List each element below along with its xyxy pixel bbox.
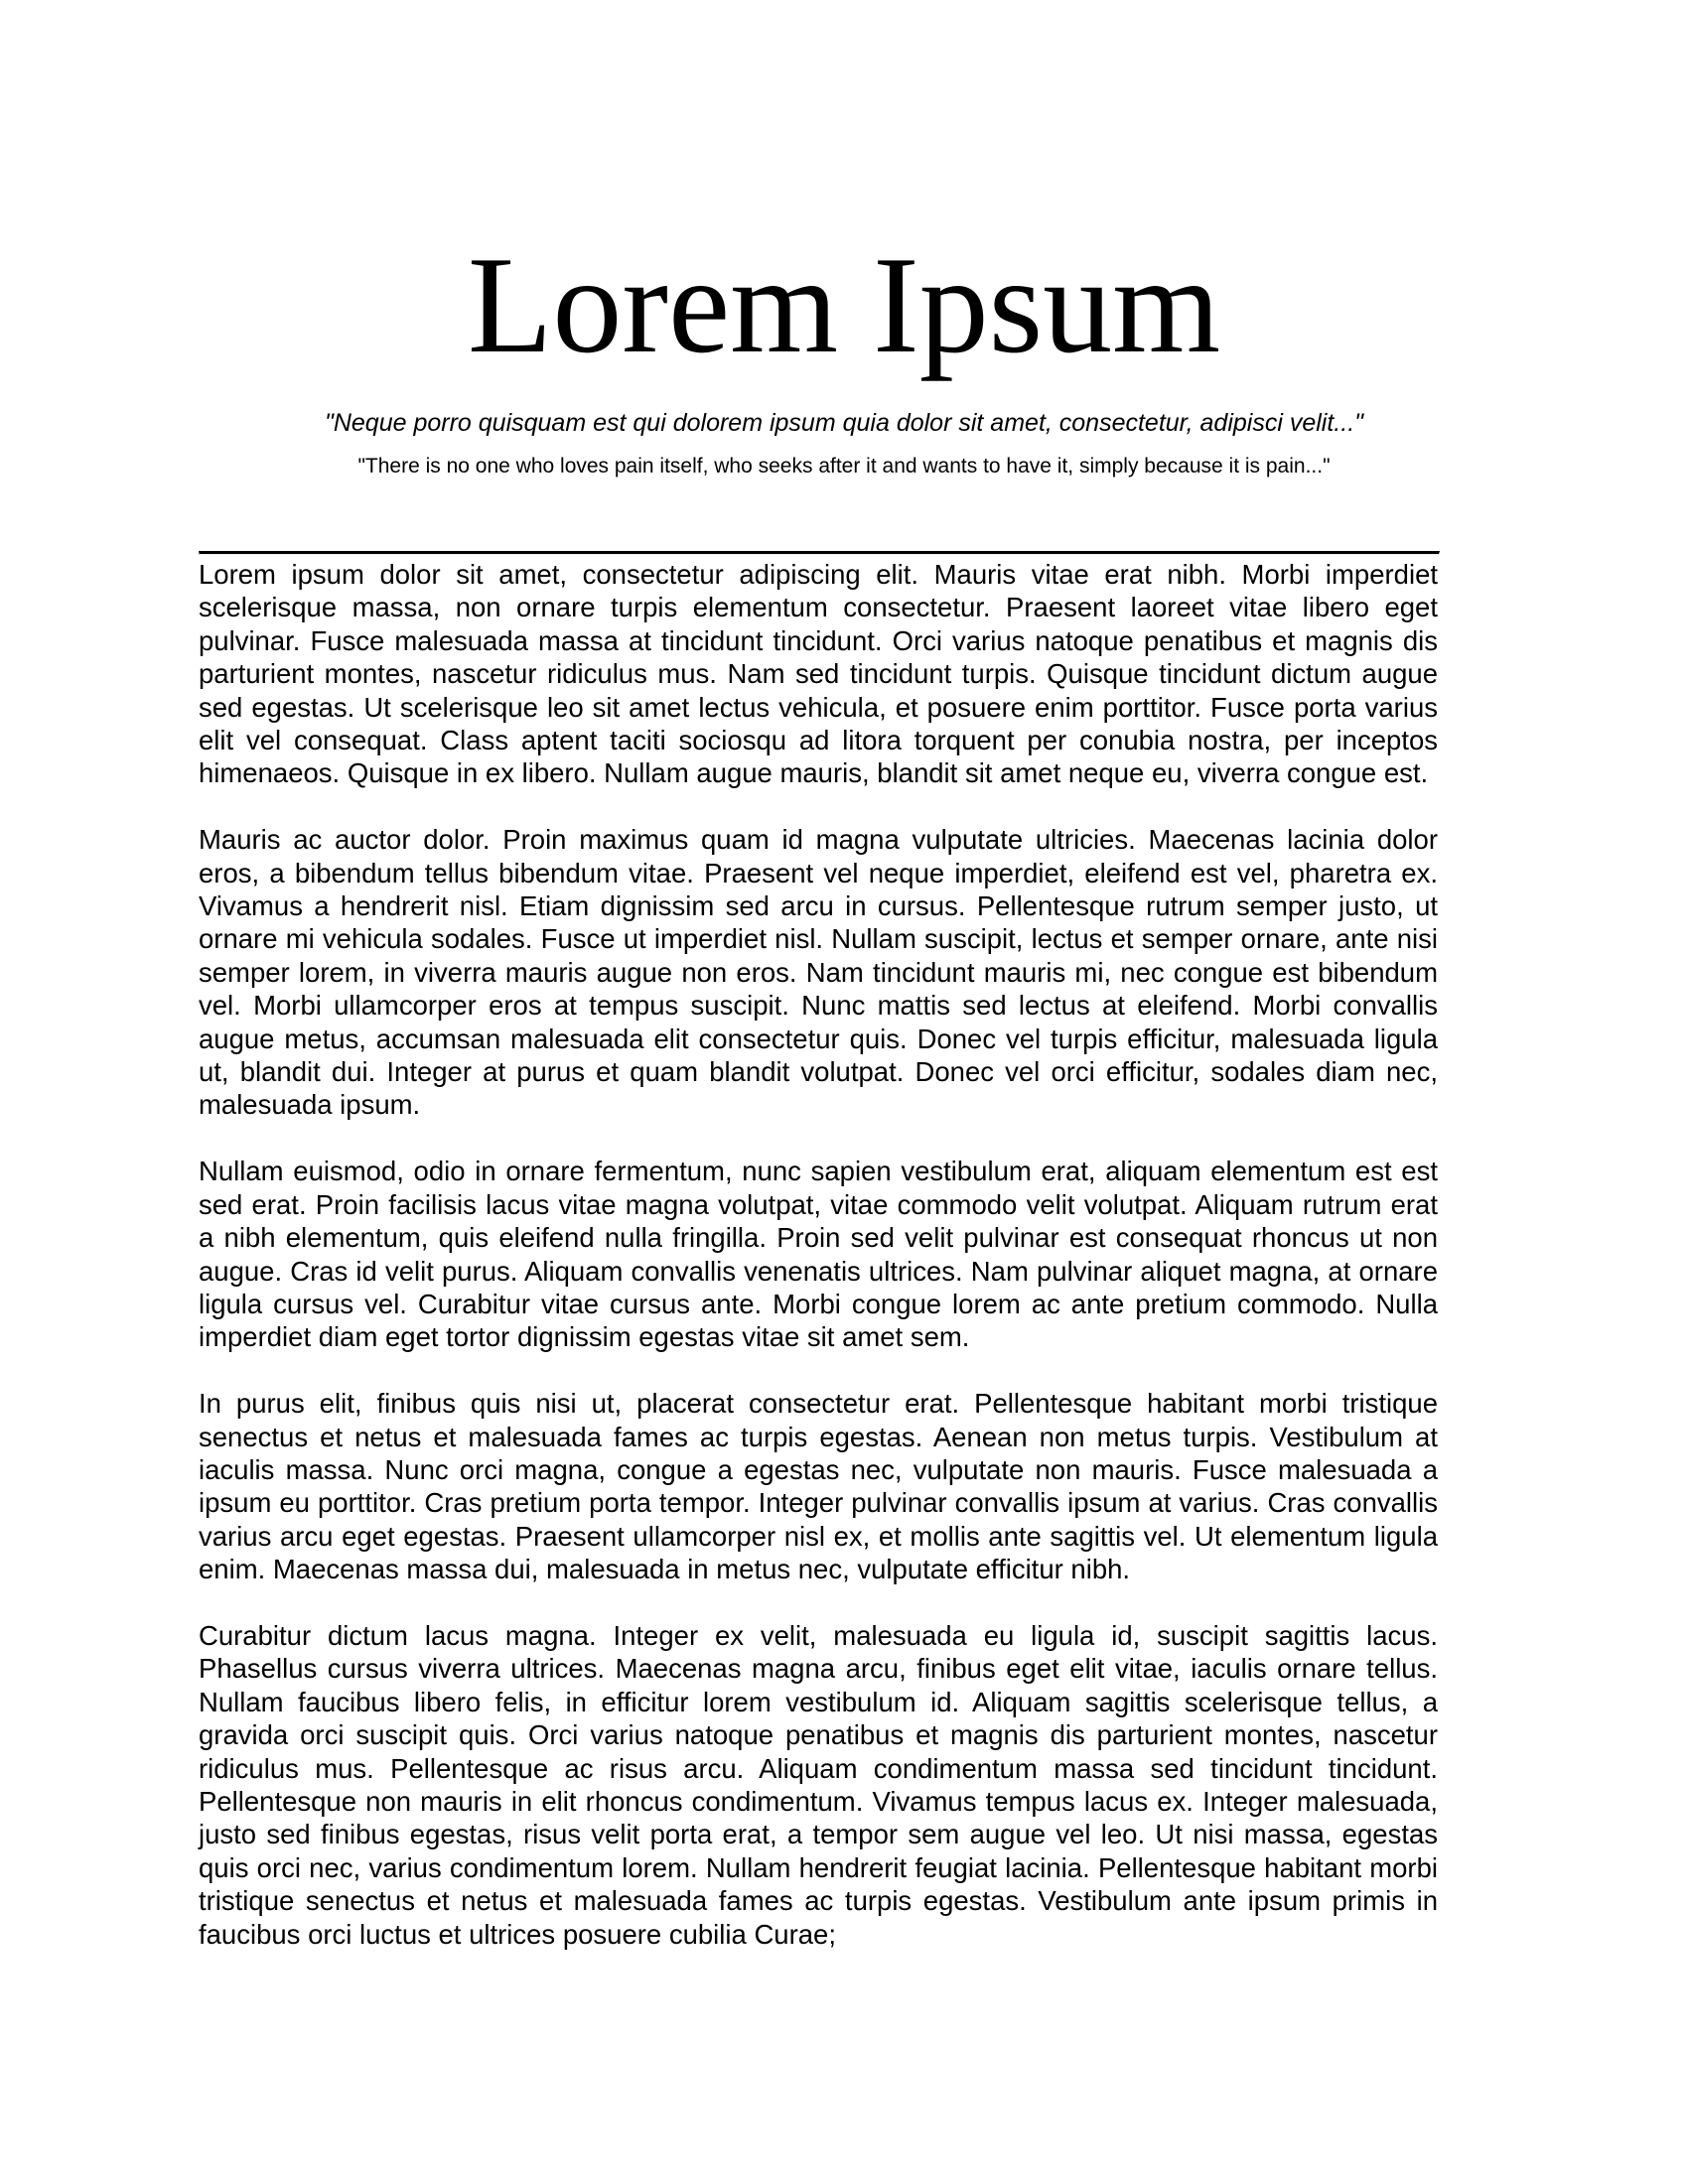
paragraph-3: Nullam euismod, odio in ornare fermentum, nunc sapien vestibulum erat, aliquam elementum est est sed erat. Proin facilisis lacus vitae magna volutpat, vitae commodo velit volutpat. Aliquam rutrum erat a nibh elementum, quis eleifend nulla fringilla. Proin sed velit pulvinar est consequat rhoncus ut non augue. Cras id velit purus. Aliquam convallis venenatis ultrices. Nam pulvinar aliquet magna, at ornare ligula cursus vel. Curabitur vitae cursus ante. Morbi congue lorem ac ante pretium commodo. Nulla imperdiet diam eget tortor dignissim egestas vitae sit amet sem. <box>199 1156 1438 1353</box>
horizontal-divider <box>199 551 1440 555</box>
latin-quote: "Neque porro quisquam est qui dolorem ipsum quia dolor sit amet, consectetur, adipisci velit..." <box>324 409 1364 437</box>
paragraph-4: In purus elit, finibus quis nisi ut, placerat consectetur erat. Pellentesque habitant morbi tristique senectus et netus et malesuada fames ac turpis egestas. Aenean non metus turpis. Vestibulum at iaculis massa. Nunc orci magna, congue a egestas nec, vulputate non mauris. Fusce malesuada a ipsum eu porttitor. Cras pretium porta tempor. Integer pulvinar convallis ipsum at varius. Cras convallis varius arcu eget egestas. Praesent ullamcorper nisl ex, et mollis ante sagittis vel. Ut elementum ligula enim. Maecenas massa dui, malesuada in metus nec, vulputate efficitur nibh. <box>199 1388 1438 1585</box>
paragraph-1: Lorem ipsum dolor sit amet, consectetur adipiscing elit. Mauris vitae erat nibh. Morbi imperdiet scelerisque massa, non ornare turpis elementum consectetur. Praesent laoreet vitae libero eget pulvinar. Fusce malesuada massa at tincidunt tincidunt. Orci varius natoque penatibus et magnis dis parturient montes, nascetur ridiculus mus. Nam sed tincidunt turpis. Quisque tincidunt dictum augue sed egestas. Ut scelerisque leo sit amet lectus vehicula, et posuere enim porttitor. Fusce porta varius elit vel consequat. Class aptent taciti sociosqu ad litora torquent per conubia nostra, per inceptos himenaeos. Quisque in ex libero. Nullam augue mauris, blandit sit amet neque eu, viverra congue est. <box>199 559 1438 789</box>
document-body <box>199 558 1438 1983</box>
paragraph-2: Mauris ac auctor dolor. Proin maximus quam id magna vulputate ultricies. Maecenas lacinia dolor eros, a bibendum tellus bibendum vitae. Praesent vel neque imperdiet, eleifend est vel, pharetra ex. Vivamus a hendrerit nisl. Etiam dignissim sed arcu in cursus. Pellentesque rutrum semper justo, ut ornare mi vehicula sodales. Fusce ut imperdiet nisl. Nullam suscipit, lectus et semper ornare, ante nisi semper lorem, in viverra mauris augue non eros. Nam tincidunt mauris mi, nec congue est bibendum vel. Morbi ullamcorper eros at tempus suscipit. Nunc mattis sed lectus at eleifend. Morbi convallis augue metus, accumsan malesuada elit consectetur quis. Donec vel turpis efficitur, malesuada ligula ut, blandit dui. Integer at purus et quam blandit volutpat. Donec vel orci efficitur, sodales diam nec, malesuada ipsum. <box>199 824 1438 1121</box>
document-title: Lorem Ipsum <box>467 228 1221 382</box>
english-quote: "There is no one who loves pain itself, who seeks after it and wants to have it, simply because it is pain..." <box>357 455 1331 478</box>
paragraph-5: Curabitur dictum lacus magna. Integer ex velit, malesuada eu ligula id, suscipit sagittis lacus. Phasellus cursus viverra ultrices. Maecenas magna arcu, finibus eget elit vitae, iaculis ornare tellus. Nullam faucibus libero felis, in efficitur lorem vestibulum id. Aliquam sagittis scelerisque tellus, a gravida orci suscipit quis. Orci varius natoque penatibus et magnis dis parturient montes, nascetur ridiculus mus. Pellentesque ac risus arcu. Aliquam condimentum massa sed tincidunt tincidunt. Pellentesque non mauris in elit rhoncus condimentum. Vivamus tempus lacus ex. Integer malesuada, justo sed finibus egestas, risus velit porta erat, a tempor sem augue vel leo. Ut nisi massa, egestas quis orci nec, varius condimentum lorem. Nullam hendrerit feugiat lacinia. Pellentesque habitant morbi tristique senectus et netus et malesuada fames ac turpis egestas. Vestibulum ante ipsum primis in faucibus orci luctus et ultrices posuere cubilia Curae; <box>199 1619 1438 1950</box>
